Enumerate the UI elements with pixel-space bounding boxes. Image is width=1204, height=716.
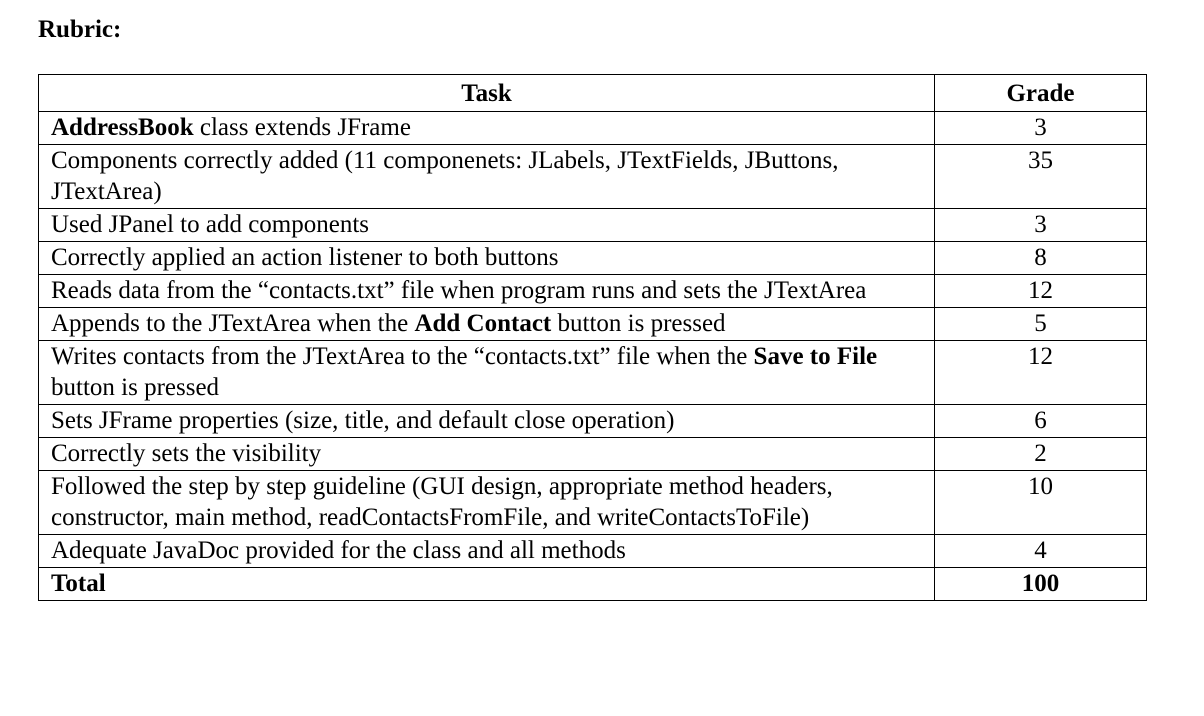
task-cell <box>39 145 935 209</box>
task-text-bold: Save to File <box>753 343 878 370</box>
task-text: Correctly sets the visibility <box>51 440 322 467</box>
grade-cell: 8 <box>935 242 1147 275</box>
task-text: Writes contacts from the JTextArea to the “contacts.txt” file when the <box>51 343 754 370</box>
rubric-row <box>39 145 1147 209</box>
grade-cell: 4 <box>935 535 1147 568</box>
grade-cell: 5 <box>935 308 1147 341</box>
rubric-table <box>38 74 1147 601</box>
rubric-row <box>39 308 1147 341</box>
rubric-row <box>39 438 1147 471</box>
task-text: button is pressed <box>51 374 220 401</box>
task-cell <box>39 242 935 275</box>
rubric-row <box>39 275 1147 308</box>
grade-cell: 12 <box>935 341 1147 405</box>
task-cell <box>39 405 935 438</box>
task-text: class extends JFrame <box>193 114 411 141</box>
task-text: Reads data from the “contacts.txt” file when program runs and sets the JTextArea <box>51 277 867 304</box>
task-column-header: Task <box>39 75 935 112</box>
task-text: Adequate JavaDoc provided for the class and all methods <box>51 537 626 564</box>
rubric-row <box>39 112 1147 145</box>
grade-cell: 10 <box>935 471 1147 535</box>
task-text: Correctly applied an action listener to both buttons <box>51 244 559 271</box>
task-text: Used JPanel to add components <box>51 211 370 238</box>
grade-cell: 12 <box>935 275 1147 308</box>
task-cell <box>39 308 935 341</box>
task-cell <box>39 535 935 568</box>
task-text: Followed the step by step guideline (GUI design, appropriate method headers, constructor, main method, readContactsFromFile, and writeContactsToFile) <box>51 473 833 531</box>
rubric-body <box>39 112 1147 568</box>
task-text-bold: AddressBook <box>51 114 194 141</box>
task-cell <box>39 209 935 242</box>
total-row <box>39 568 1147 601</box>
grade-cell: 3 <box>935 209 1147 242</box>
task-text: Appends to the JTextArea when the <box>51 310 415 337</box>
rubric-row <box>39 405 1147 438</box>
task-cell <box>39 275 935 308</box>
task-text: Sets JFrame properties (size, title, and default close operation) <box>51 407 675 434</box>
task-text-bold: Add Contact <box>414 310 552 337</box>
task-cell <box>39 438 935 471</box>
total-grade: 100 <box>935 568 1147 601</box>
header-row <box>39 75 1147 112</box>
task-cell <box>39 471 935 535</box>
rubric-heading: Rubric: <box>38 16 122 43</box>
rubric-row <box>39 209 1147 242</box>
grade-cell: 2 <box>935 438 1147 471</box>
grade-column-header: Grade <box>935 75 1147 112</box>
rubric-row <box>39 535 1147 568</box>
rubric-row <box>39 471 1147 535</box>
task-text: button is pressed <box>551 310 726 337</box>
grade-cell: 35 <box>935 145 1147 209</box>
task-cell <box>39 341 935 405</box>
rubric-row <box>39 341 1147 405</box>
grade-cell: 6 <box>935 405 1147 438</box>
task-cell <box>39 112 935 145</box>
task-text: Components correctly added (11 componenets: JLabels, JTextFields, JButtons, JTextArea) <box>51 147 839 205</box>
rubric-row <box>39 242 1147 275</box>
total-label: Total <box>39 568 935 601</box>
grade-cell: 3 <box>935 112 1147 145</box>
